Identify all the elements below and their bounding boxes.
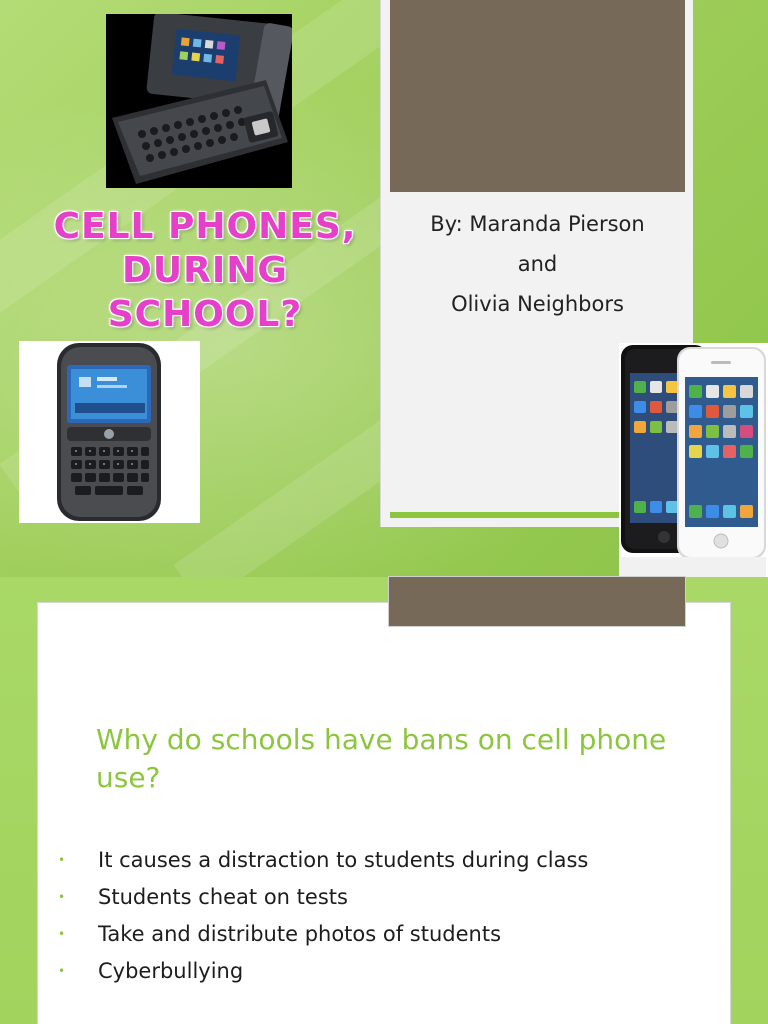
bullet-text: Students cheat on tests xyxy=(98,885,348,909)
panel-header-block xyxy=(389,577,685,626)
iphones-image xyxy=(619,343,768,577)
bullet-icon: • xyxy=(58,853,66,867)
panel-header-block xyxy=(390,0,685,192)
byline-line-3: Olivia Neighbors xyxy=(451,292,624,316)
bullet-icon: • xyxy=(58,964,66,978)
list-item xyxy=(56,879,736,916)
bullet-text: Cyberbullying xyxy=(98,959,244,983)
blackberry-illustration xyxy=(19,341,200,523)
author-byline xyxy=(390,204,685,324)
slide-title xyxy=(30,205,380,337)
byline-line-1: By: Maranda Pierson xyxy=(430,212,645,236)
bullet-icon: • xyxy=(58,927,66,941)
flip-phone-image xyxy=(106,14,292,188)
bullet-text: Take and distribute photos of students xyxy=(98,922,502,946)
slide-heading: Why do schools have bans on cell phone use? xyxy=(96,723,667,794)
iphones-illustration xyxy=(619,343,768,577)
flip-phone-illustration xyxy=(106,14,292,188)
title-line-1: CELL PHONES, xyxy=(53,206,357,247)
bullet-text: It causes a distraction to students during class xyxy=(98,848,589,872)
list-item xyxy=(56,842,736,879)
byline-line-2: and xyxy=(517,252,558,276)
list-item xyxy=(56,916,736,953)
blackberry-image xyxy=(19,341,200,523)
title-line-2: DURING SCHOOL? xyxy=(107,250,303,335)
bullet-icon: • xyxy=(58,890,66,904)
content-slide xyxy=(0,577,768,1024)
list-item xyxy=(56,953,736,990)
bullet-list xyxy=(56,842,736,990)
content-card xyxy=(38,603,730,1024)
